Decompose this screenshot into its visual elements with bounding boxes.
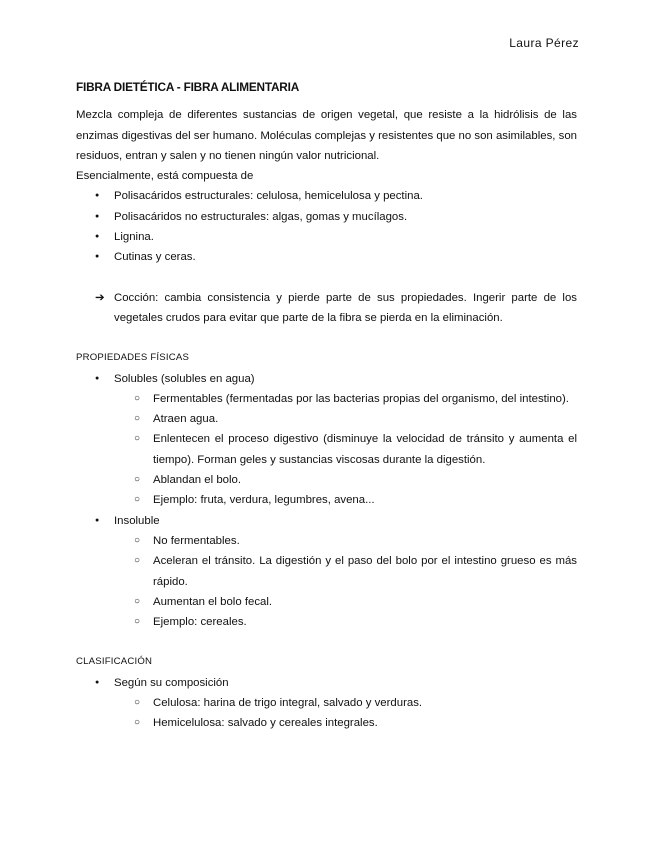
list-item: ○ Enlentecen el proceso digestivo (disminuye la velocidad de tránsito y aumenta el tiempo). Forman geles y sustancias viscosas durante la digestión. — [76, 429, 577, 470]
composition-intro: Esencialmente, está compuesta de — [76, 170, 254, 183]
list-item: ○ Fermentables (fermentadas por las bacterias propias del organismo, del intestino). — [76, 389, 577, 409]
intro-paragraph: Mezcla compleja de diferentes sustancias de origen vegetal, que resiste a la hidrólisis de las enzimas digestivas del ser humano. Moléculas complejas y resistentes que no son asimilables, son residuos, entran y salen y no tienen ningún valor nutricional. — [76, 109, 577, 162]
arrow-icon: ➔ — [95, 291, 105, 304]
list-item: ○ No fermentables. — [76, 531, 577, 551]
list-item: ● Lignina. — [76, 227, 577, 247]
composition-criterion-item: ● Según su composición — [76, 673, 577, 693]
insoluble-item: ● Insoluble — [76, 511, 577, 531]
list-item: ○ Atraen agua. — [76, 409, 577, 429]
list-item: ○ Aceleran el tránsito. La digestión y el paso del bolo por el intestino grueso es más rápido. — [76, 551, 577, 592]
physical-list — [76, 369, 577, 633]
list-item: ○ Hemicelulosa: salvado y cereales integrales. — [76, 713, 577, 733]
classification-list — [76, 673, 577, 734]
list-item: ● Cutinas y ceras. — [76, 247, 577, 267]
soluble-item: ● Solubles (solubles en agua) — [76, 369, 577, 389]
list-item: ○ Celulosa: harina de trigo integral, salvado y verduras. — [76, 693, 577, 713]
section-heading-classification: CLASIFICACIÓN — [76, 656, 153, 668]
composition-list — [76, 186, 577, 267]
list-item: ○ Ejemplo: fruta, verdura, legumbres, avena... — [76, 490, 577, 510]
section-heading-physical: PROPIEDADES FÍSICAS — [76, 352, 190, 364]
coccion-text: Cocción: cambia consistencia y pierde parte de sus propiedades. Ingerir parte de los vegetales crudos para evitar que parte de la fibra se pierda en la eliminación. — [114, 291, 577, 324]
list-item: ○ Ablandan el bolo. — [76, 470, 577, 490]
document-body — [76, 77, 577, 734]
coccion-note — [76, 288, 577, 329]
list-item: ● Polisacáridos no estructurales: algas, gomas y mucílagos. — [76, 207, 577, 227]
list-item: ○ Aumentan el bolo fecal. — [76, 592, 577, 612]
list-item: ○ Ejemplo: cereales. — [76, 612, 577, 632]
list-item: ● Polisacáridos estructurales: celulosa, hemicelulosa y pectina. — [76, 186, 577, 206]
author-name: Laura Pérez — [509, 36, 579, 50]
document-title: FIBRA DIETÉTICA - FIBRA ALIMENTARIA — [76, 80, 300, 94]
